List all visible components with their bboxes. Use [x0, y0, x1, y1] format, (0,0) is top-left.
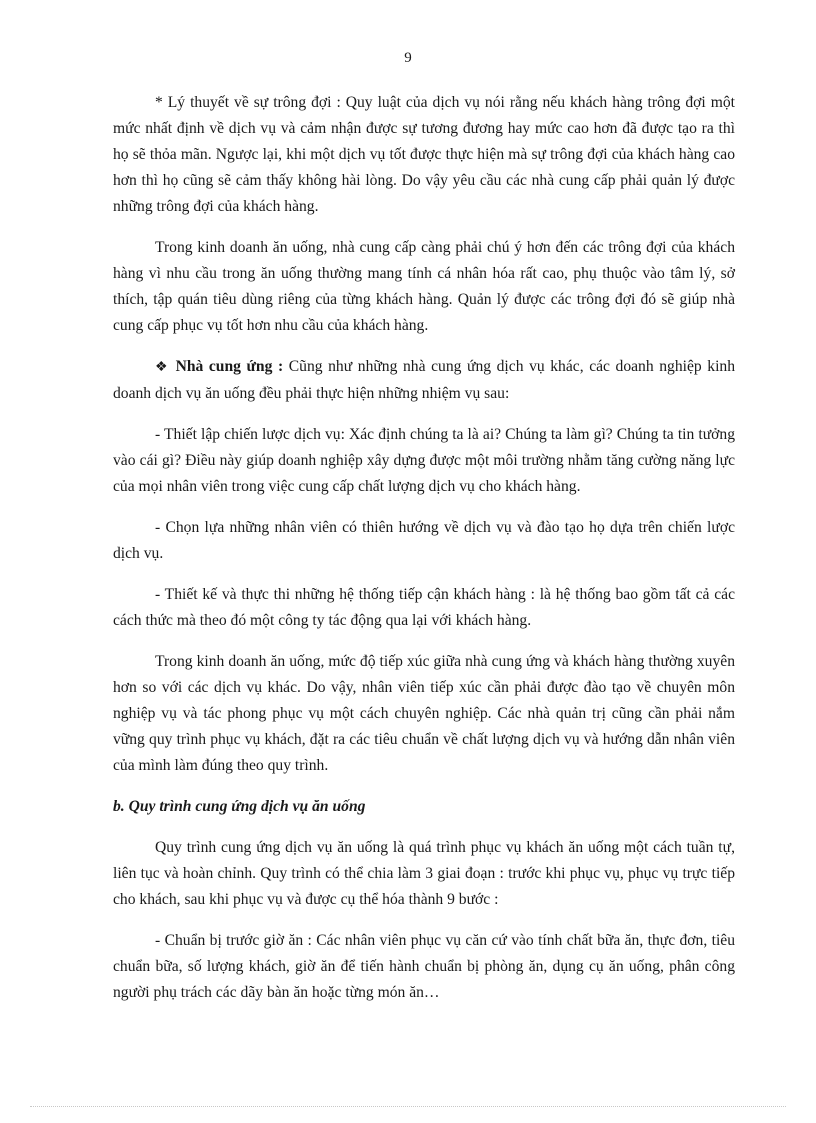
page-number: 9	[404, 50, 412, 66]
paragraph-supplier	[113, 354, 735, 407]
list-item-contact-systems: - Thiết kế và thực thi những hệ thống tiếp cận khách hàng : là hệ thống bao gồm tất cả các cách thức mà theo đó một công ty tác động qua lại với khách hàng.	[113, 586, 735, 629]
page-content	[113, 90, 735, 1021]
list-item-select-staff: - Chọn lựa những nhân viên có thiên hướng về dịch vụ và đào tạo họ dựa trên chiến lược dịch vụ.	[113, 519, 735, 562]
section-heading-b: b. Quy trình cung ứng dịch vụ ăn uống	[113, 798, 366, 815]
supplier-label: Nhà cung ứng :	[175, 358, 284, 375]
list-item-preparation: - Chuẩn bị trước giờ ăn : Các nhân viên phục vụ căn cứ vào tính chất bữa ăn, thực đơn, tiêu chuẩn bữa, số lượng khách, giờ ăn để tiến hành chuẩn bị phòng ăn, dụng cụ ăn uống, phân công người phụ trách các dãy bàn ăn hoặc từng món ăn…	[113, 932, 735, 1001]
paragraph-process-overview: Quy trình cung ứng dịch vụ ăn uống là quá trình phục vụ khách ăn uống một cách tuần tự, liên tục và hoàn chỉnh. Quy trình có thể chia làm 3 giai đoạn : trước khi phục vụ, phục vụ trực tiếp cho khách, sau khi phục vụ và được cụ thể hóa thành 9 bước :	[113, 839, 735, 908]
list-item-service-strategy: - Thiết lập chiến lược dịch vụ: Xác định chúng ta là ai? Chúng ta làm gì? Chúng ta tin tưởng vào cái gì? Điều này giúp doanh nghiệp xây dựng được một môi trường nhằm tăng cường năng lực của mọi nhân viên trong việc cung cấp chất lượng dịch vụ cho khách hàng.	[113, 426, 735, 495]
supplier-text: Cũng như những nhà cung ứng dịch vụ khác, các doanh nghiệp kinh doanh dịch vụ ăn uống đều phải thực hiện những nhiệm vụ sau:	[113, 358, 735, 402]
page-bottom-divider	[30, 1106, 786, 1107]
paragraph-contact-level: Trong kinh doanh ăn uống, mức độ tiếp xúc giữa nhà cung ứng và khách hàng thường xuyên hơn so với các dịch vụ khác. Do vậy, nhân viên tiếp xúc cần phải được đào tạo về chuyên môn nghiệp vụ và tác phong phục vụ một cách chuyên nghiệp. Các nhà quản trị cũng cần phải nắm vững quy trình phục vụ khách, đặt ra các tiêu chuẩn về chất lượng dịch vụ và hướng dẫn nhân viên của mình làm đúng theo quy trình.	[113, 653, 735, 774]
paragraph-food-business-expectations: Trong kinh doanh ăn uống, nhà cung cấp càng phải chú ý hơn đến các trông đợi của khách hàng vì nhu cầu trong ăn uống thường mang tính cá nhân hóa rất cao, phụ thuộc vào tâm lý, sở thích, tập quán tiêu dùng riêng của từng khách hàng. Quản lý được các trông đợi đó sẽ giúp nhà cung cấp phục vụ tốt hơn nhu cầu của khách hàng.	[113, 239, 735, 334]
diamond-bullet-icon: ❖	[155, 360, 168, 375]
paragraph-expectation-theory: * Lý thuyết về sự trông đợi : Quy luật của dịch vụ nói rằng nếu khách hàng trông đợi một mức nhất định về dịch vụ và cảm nhận được sự tương đương hay mức cao hơn đã được tạo ra thì họ sẽ thỏa mãn. Ngược lại, khi một dịch vụ tốt được thực hiện mà sự trông đợi của khách hàng cao hơn thì họ cũng sẽ cảm thấy không hài lòng. Do vậy yêu cầu các nhà cung cấp phải quản lý được những trông đợi của khách hàng.	[113, 94, 735, 215]
